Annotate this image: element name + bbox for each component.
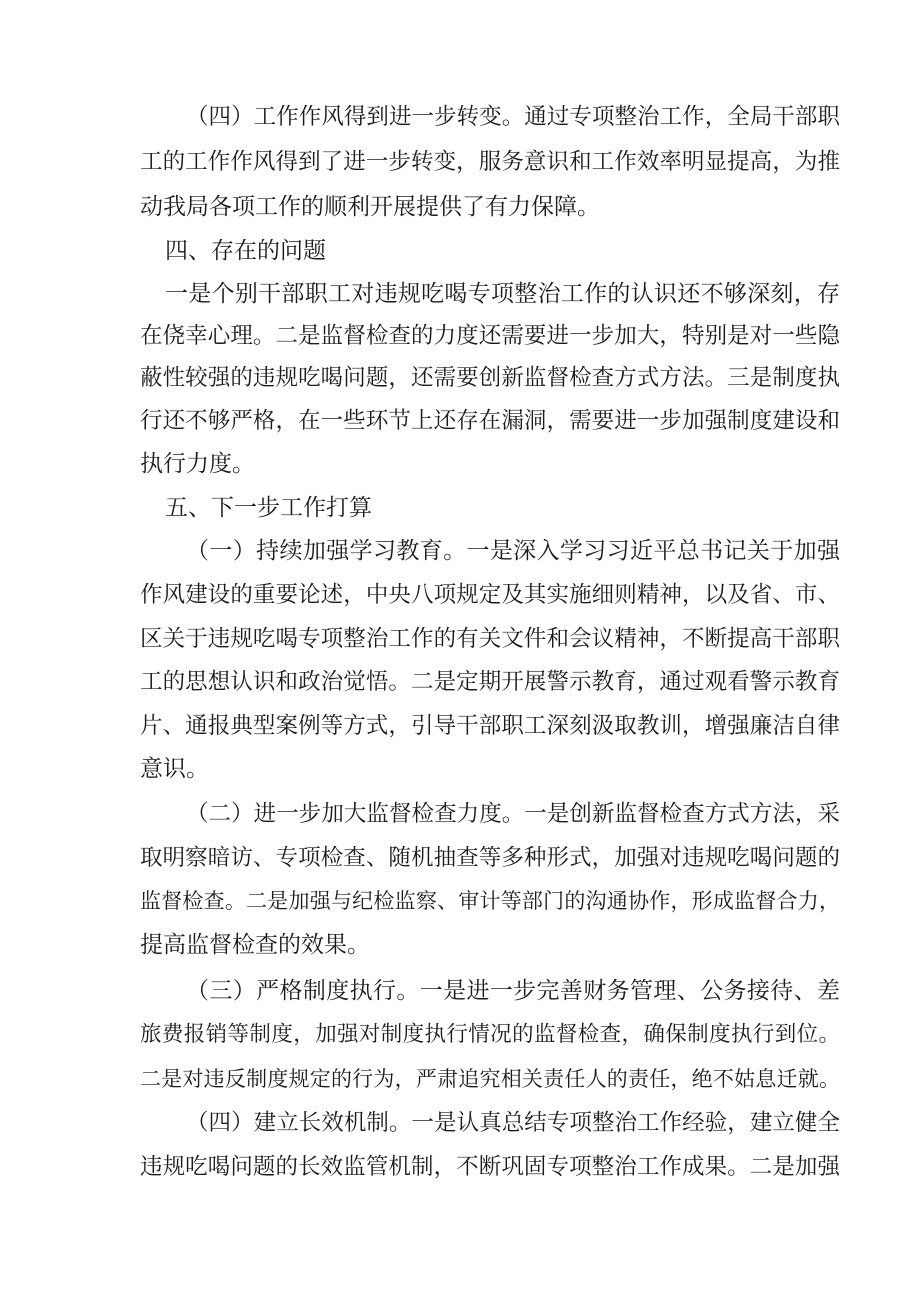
paragraph-line: 监督检查。二是加强与纪检监察、审计等部门的沟通协作，形成监督合力， — [140, 889, 840, 913]
paragraph-line: （三）严格制度执行。一是进一步完善财务管理、公务接待、差 — [186, 978, 840, 1004]
paragraph-line: 二是对违反制度规定的行为，严肃追究相关责任人的责任，绝不姑息迁就。 — [140, 1067, 840, 1091]
paragraph-line: 执行力度。 — [140, 451, 255, 477]
paragraph-line: 蔽性较强的违规吃喝问题，还需要创新监督检查方式方法。三是制度执 — [140, 365, 840, 391]
paragraph-line: 片、通报典型案例等方式，引导干部职工深刻汲取教训，增强廉洁自律 — [140, 713, 840, 739]
paragraph-line: 区关于违规吃喝专项整治工作的有关文件和会议精神，不断提高干部职 — [140, 626, 840, 652]
paragraph-line: 行还不够严格，在一些环节上还存在漏洞，需要进一步加强制度建设和 — [140, 408, 840, 434]
paragraph-line: 工的思想认识和政治觉悟。二是定期开展警示教育，通过观看警示教育 — [140, 669, 840, 695]
section-heading-problems: 四、存在的问题 — [165, 238, 326, 264]
paragraph-line: 一是个别干部职工对违规吃喝专项整治工作的认识还不够深刻，存 — [165, 281, 840, 307]
paragraph-line: 在侥幸心理。二是监督检查的力度还需要进一步加大，特别是对一些隐 — [140, 323, 840, 349]
paragraph-line: 取明察暗访、专项检查、随机抽查等多种形式，加强对违规吃喝问题的 — [140, 845, 840, 871]
paragraph-line: （四）建立长效机制。一是认真总结专项整治工作经验，建立健全 — [186, 1110, 840, 1136]
paragraph-line: 违规吃喝问题的长效监管机制，不断巩固专项整治工作成果。二是加强 — [140, 1154, 840, 1180]
paragraph-line: 工的工作作风得到了进一步转变，服务意识和工作效率明显提高，为推 — [140, 149, 840, 175]
paragraph-line: 旅费报销等制度，加强对制度执行情况的监督检查，确保制度执行到位。 — [140, 1022, 840, 1047]
paragraph-line: 动我局各项工作的顺利开展提供了有力保障。 — [140, 194, 600, 220]
paragraph-line: （二）进一步加大监督检查力度。一是创新监督检查方式方法，采 — [186, 801, 840, 827]
section-heading-next-steps: 五、下一步工作打算 — [165, 495, 372, 521]
paragraph-line: （四）工作作风得到进一步转变。通过专项整治工作，全局干部职 — [186, 104, 840, 130]
paragraph-line: 作风建设的重要论述，中央八项规定及其实施细则精神，以及省、市、 — [140, 582, 840, 608]
paragraph-line: 提高监督检查的效果。 — [140, 932, 370, 958]
paragraph-line: 意识。 — [140, 756, 209, 782]
paragraph-line: （一）持续加强学习教育。一是深入学习习近平总书记关于加强 — [186, 538, 840, 564]
